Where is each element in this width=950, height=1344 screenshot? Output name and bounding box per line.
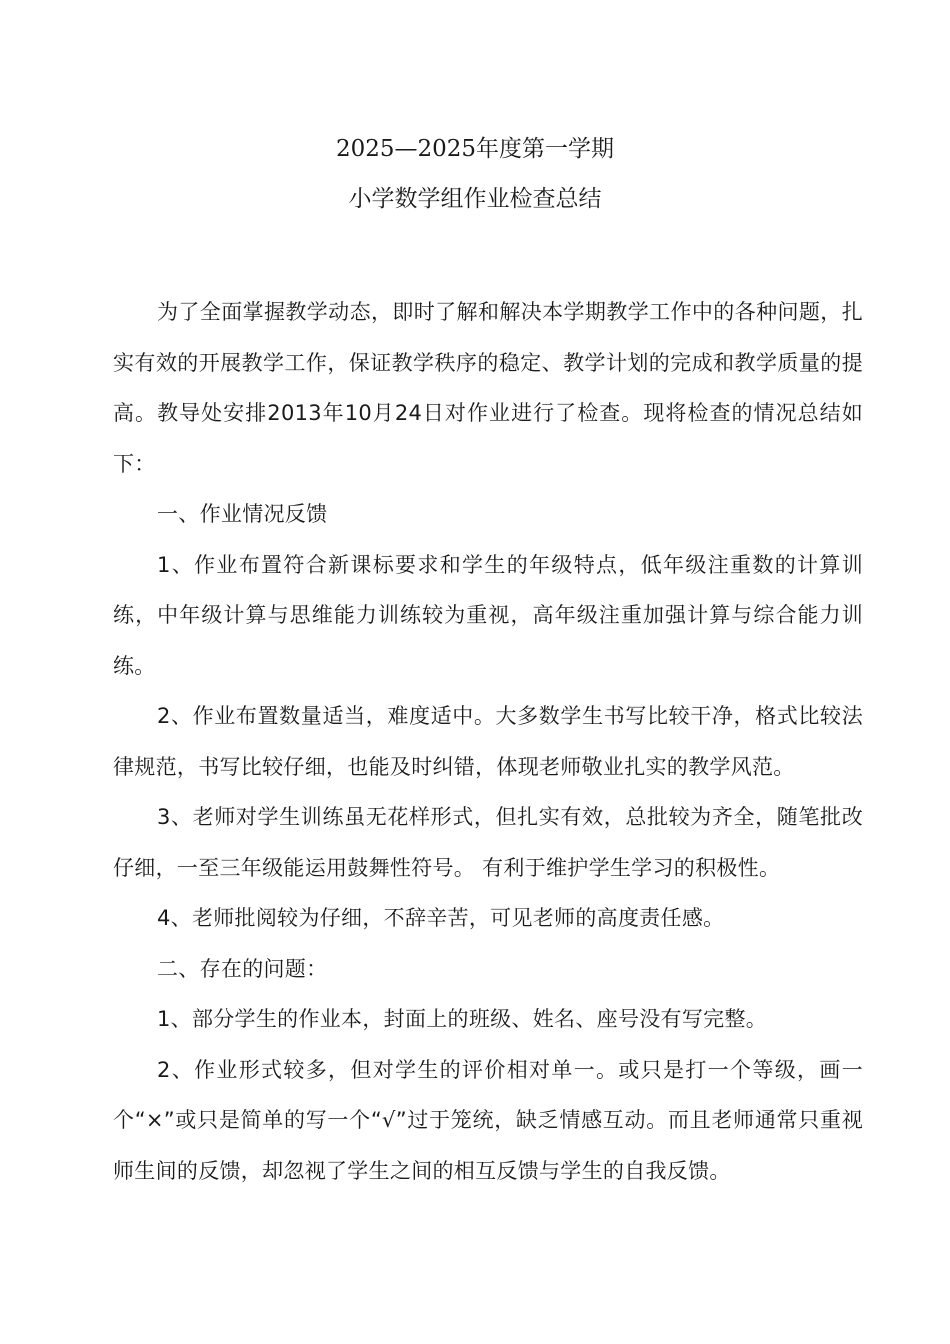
problem-item-1: 1、部分学生的作业本，封面上的班级、姓名、座号没有写完整。: [157, 1007, 768, 1031]
feedback-item-4: 4、老师批阅较为仔细，不辞辛苦，可见老师的高度责任感。: [157, 906, 725, 930]
feedback-item-3: 3、老师对学生训练虽无花样形式，但扎实有效，总批较为齐全，随笔批改仔细，一至三年级能运用鼓舞性符号。 有利于维护学生学习的积极性。: [113, 805, 863, 880]
intro-paragraph: 为了全面掌握教学动态，即时了解和解决本学期教学工作中的各种问题，扎实有效的开展教学工作，保证教学秩序的稳定、教学计划的完成和教学质量的提高。教导处安排2013年10月24日对作业进行了检查。现将检查的情况总结如下：: [113, 300, 863, 476]
section-heading-feedback: 一、作业情况反馈: [157, 502, 328, 526]
document-body: [113, 287, 863, 1196]
document-title: 2025—2025年度第一学期: [335, 136, 615, 162]
section-heading-problems: 二、存在的问题：: [157, 956, 328, 981]
document-subtitle: 小学数学组作业检查总结: [348, 186, 602, 212]
feedback-item-2: 2、作业布置数量适当，难度适中。大多数学生书写比较干净，格式比较法律规范，书写比较仔细，也能及时纠错，体现老师敬业扎实的教学风范。: [113, 704, 863, 779]
feedback-item-1: 1、作业布置符合新课标要求和学生的年级特点，低年级注重数的计算训练，中年级计算与思维能力训练较为重视，高年级注重加强计算与综合能力训练。: [113, 552, 863, 678]
problem-item-2: 2、作业形式较多，但对学生的评价相对单一。或只是打一个等级，画一个“×”或只是简单的写一个“√”过于笼统，缺乏情感互动。而且老师通常只重视师生间的反馈，却忽视了学生之间的相互反馈与学生的自我反馈。: [113, 1057, 863, 1183]
